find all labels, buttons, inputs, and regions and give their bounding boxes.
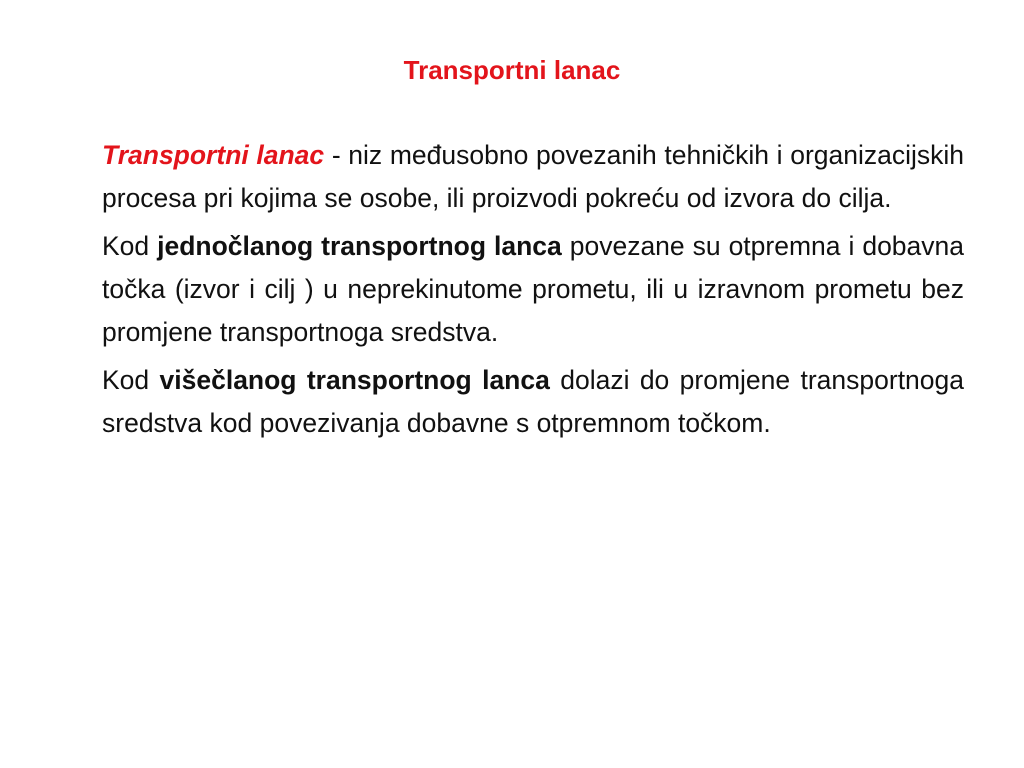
slide-body bbox=[102, 134, 964, 450]
paragraph-prefix: Kod bbox=[102, 231, 158, 261]
definition-term: Transportni lanac bbox=[102, 140, 325, 170]
multi-link-chain-text: dolazi do promjene transportnoga sredstva kod povezivanja dobavne s otpremnom točkom. bbox=[102, 365, 965, 438]
slide-title: Transportni lanac bbox=[403, 55, 621, 85]
definition-paragraph bbox=[102, 134, 964, 220]
single-link-chain-term: jednočlanog transportnog lanca bbox=[157, 231, 562, 261]
definition-text: - niz međusobno povezanih tehničkih i organizacijskih procesa pri kojima se osobe, ili proizvodi pokreću od izvora do cilja. bbox=[102, 140, 965, 213]
single-link-chain-paragraph bbox=[102, 225, 964, 354]
multi-link-chain-term: višečlanog transportnog lanca bbox=[159, 365, 550, 395]
single-link-chain-text: povezane su otpremna i dobavna točka (izvor i cilj ) u neprekinutome prometu, ili u izravnom prometu bez promjene transportnoga sredstva. bbox=[102, 231, 965, 347]
multi-link-chain-paragraph bbox=[102, 359, 964, 445]
paragraph-prefix: Kod bbox=[102, 365, 160, 395]
